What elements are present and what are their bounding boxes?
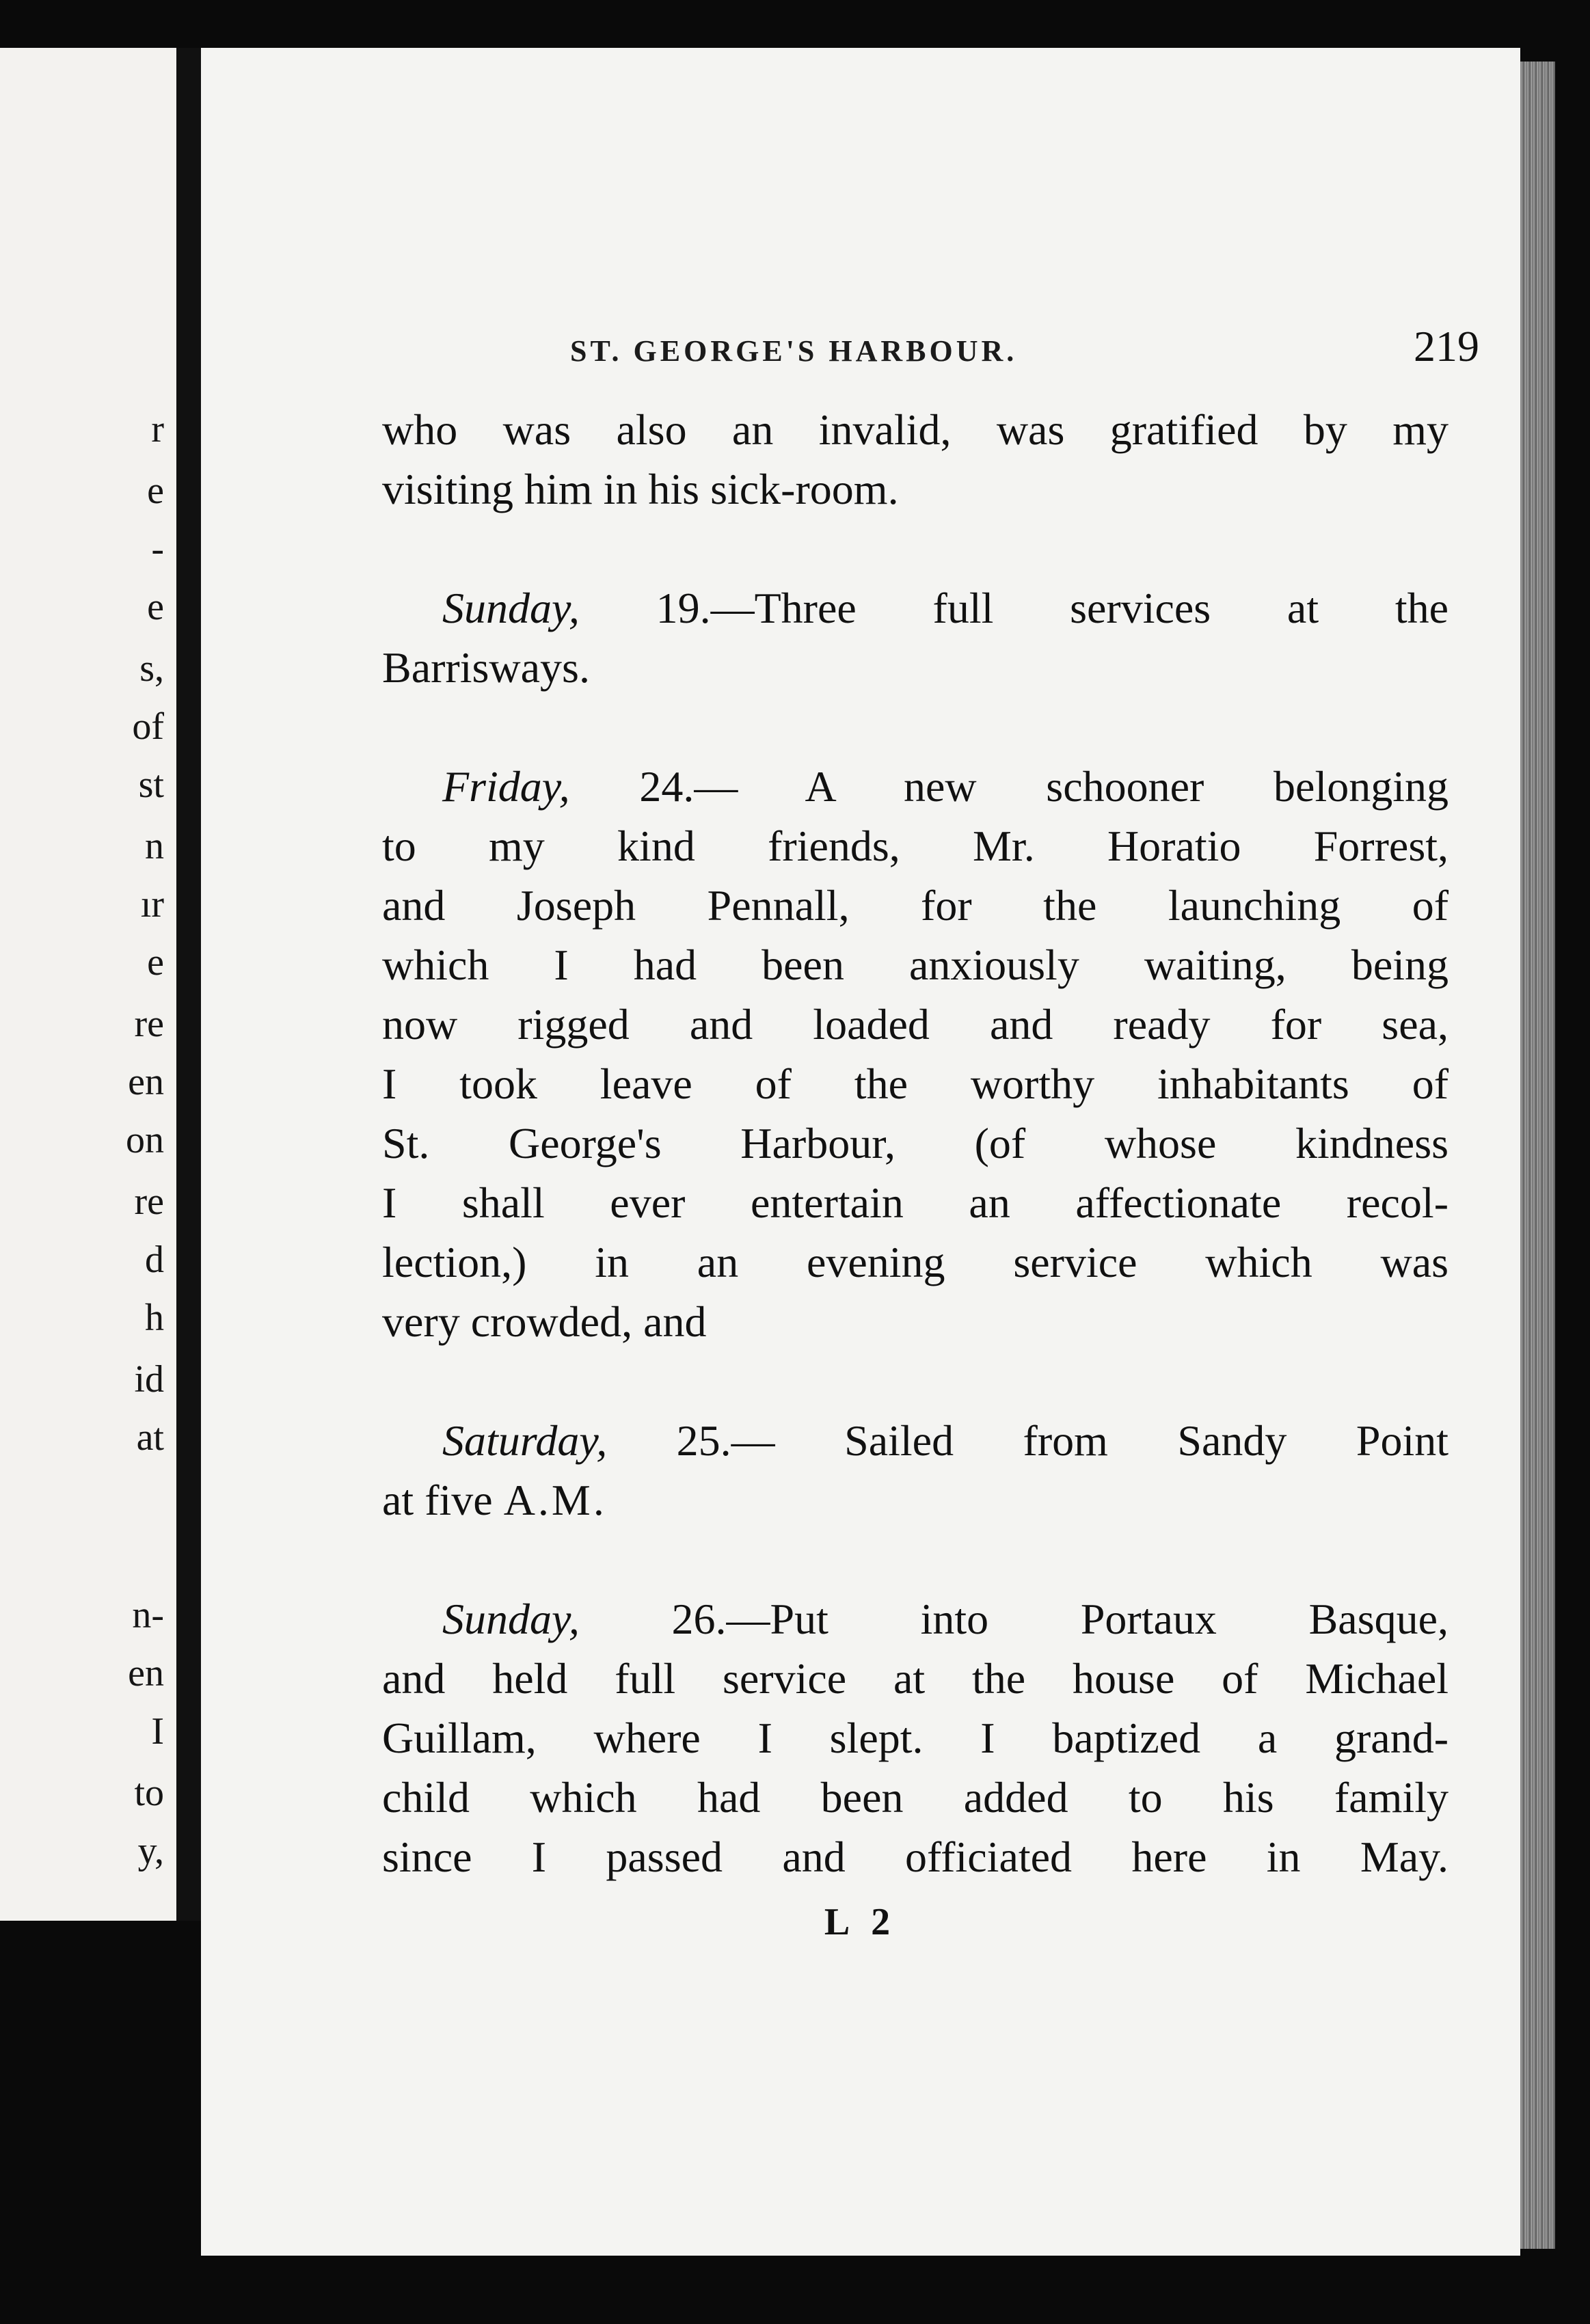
page-header: [570, 321, 1479, 383]
entry-text: 19.—Three full services at the: [579, 584, 1448, 632]
text-line: Guillam, where I slept. I baptized a grand-: [382, 1714, 1448, 1762]
facing-page-fragment: re: [134, 1180, 164, 1223]
facing-page-fragment: r: [151, 408, 164, 450]
facing-page-fragment: of: [132, 705, 164, 748]
paragraph-gap: [382, 519, 1448, 578]
facing-page-fragment: st: [138, 764, 164, 806]
text-line: which I had been anxiously waiting, being: [382, 941, 1448, 989]
facing-page-fragment: e: [147, 586, 164, 628]
text-line: St. George's Harbour, (of whose kindness: [382, 1119, 1448, 1167]
entry-day: Saturday,: [442, 1416, 608, 1465]
facing-page-fragment: s,: [139, 647, 164, 690]
facing-page-fragment: y,: [137, 1830, 164, 1872]
facing-page-fragment: -: [151, 528, 164, 570]
paragraph-gap: [382, 697, 1448, 757]
text-line: and held full service at the house of Michael: [382, 1654, 1448, 1703]
paragraph-gap: [382, 1351, 1448, 1411]
facing-page-fragment: en: [128, 1061, 164, 1103]
entry-text: at five: [382, 1476, 504, 1524]
facing-page-fragment: on: [126, 1119, 164, 1161]
entry-text: 26.—Put into Portaux Basque,: [579, 1595, 1448, 1643]
entry-text: 25.— Sailed from Sandy Point: [607, 1416, 1448, 1465]
text-line: to my kind friends, Mr. Horatio Forrest,: [382, 822, 1448, 870]
facing-page-fragment: id: [134, 1358, 164, 1401]
facing-page-fragment: e: [147, 941, 164, 984]
facing-page-fragment: ır: [140, 883, 164, 925]
entry-text: 24.— A new schooner belonging: [569, 762, 1448, 811]
facing-page-fragment: n: [145, 825, 164, 867]
entry-day: Friday,: [442, 762, 570, 811]
book-gutter: [176, 48, 201, 1921]
book-page: [201, 48, 1520, 2256]
text-line: lection,) in an evening service which was: [382, 1238, 1448, 1286]
page-number: 219: [1414, 322, 1479, 370]
diary-entry-first-line: [382, 578, 1448, 638]
facing-page-fragment: en: [128, 1652, 164, 1694]
entry-day: Sunday,: [442, 1595, 580, 1643]
diary-entry-first-line: [382, 1589, 1448, 1649]
text-line: Barrisways.: [382, 643, 590, 692]
text-line: I shall ever entertain an affectionate recol-: [382, 1178, 1448, 1227]
text-line: and Joseph Pennall, for the launching of: [382, 881, 1448, 930]
text-line: visiting him in his sick-room.: [382, 465, 899, 513]
text-line: child which had been added to his family: [382, 1773, 1448, 1822]
text-line: who was also an invalid, was gratified by my: [382, 405, 1448, 454]
facing-page-fragment: I: [151, 1710, 164, 1753]
diary-entry-first-line: [382, 1411, 1448, 1470]
diary-entry-first-line: [382, 757, 1448, 816]
text-line: [382, 1470, 1448, 1530]
text-line: since I passed and officiated here in May.: [382, 1833, 1448, 1881]
running-head: ST. GEORGE'S HARBOUR.: [570, 334, 1018, 368]
facing-page-fragment: at: [136, 1416, 164, 1459]
facing-page-fragment: e: [147, 470, 164, 512]
facing-page: [0, 48, 176, 1921]
time-abbreviation: A.M.: [503, 1476, 607, 1524]
facing-page-fragment: to: [134, 1772, 164, 1814]
paragraph-gap: [382, 1530, 1448, 1589]
facing-page-fragment: d: [145, 1239, 164, 1281]
facing-page-fragment: re: [134, 1003, 164, 1045]
text-line: I took leave of the worthy inhabitants of: [382, 1059, 1448, 1108]
facing-page-fragment: h: [145, 1297, 164, 1339]
page-body: [382, 400, 1448, 1887]
facing-page-fragment: n-: [132, 1594, 164, 1636]
signature-mark: L 2: [824, 1901, 898, 1943]
text-line: now rigged and loaded and ready for sea,: [382, 1000, 1448, 1049]
text-line: very crowded, and: [382, 1297, 707, 1346]
entry-day: Sunday,: [442, 584, 580, 632]
